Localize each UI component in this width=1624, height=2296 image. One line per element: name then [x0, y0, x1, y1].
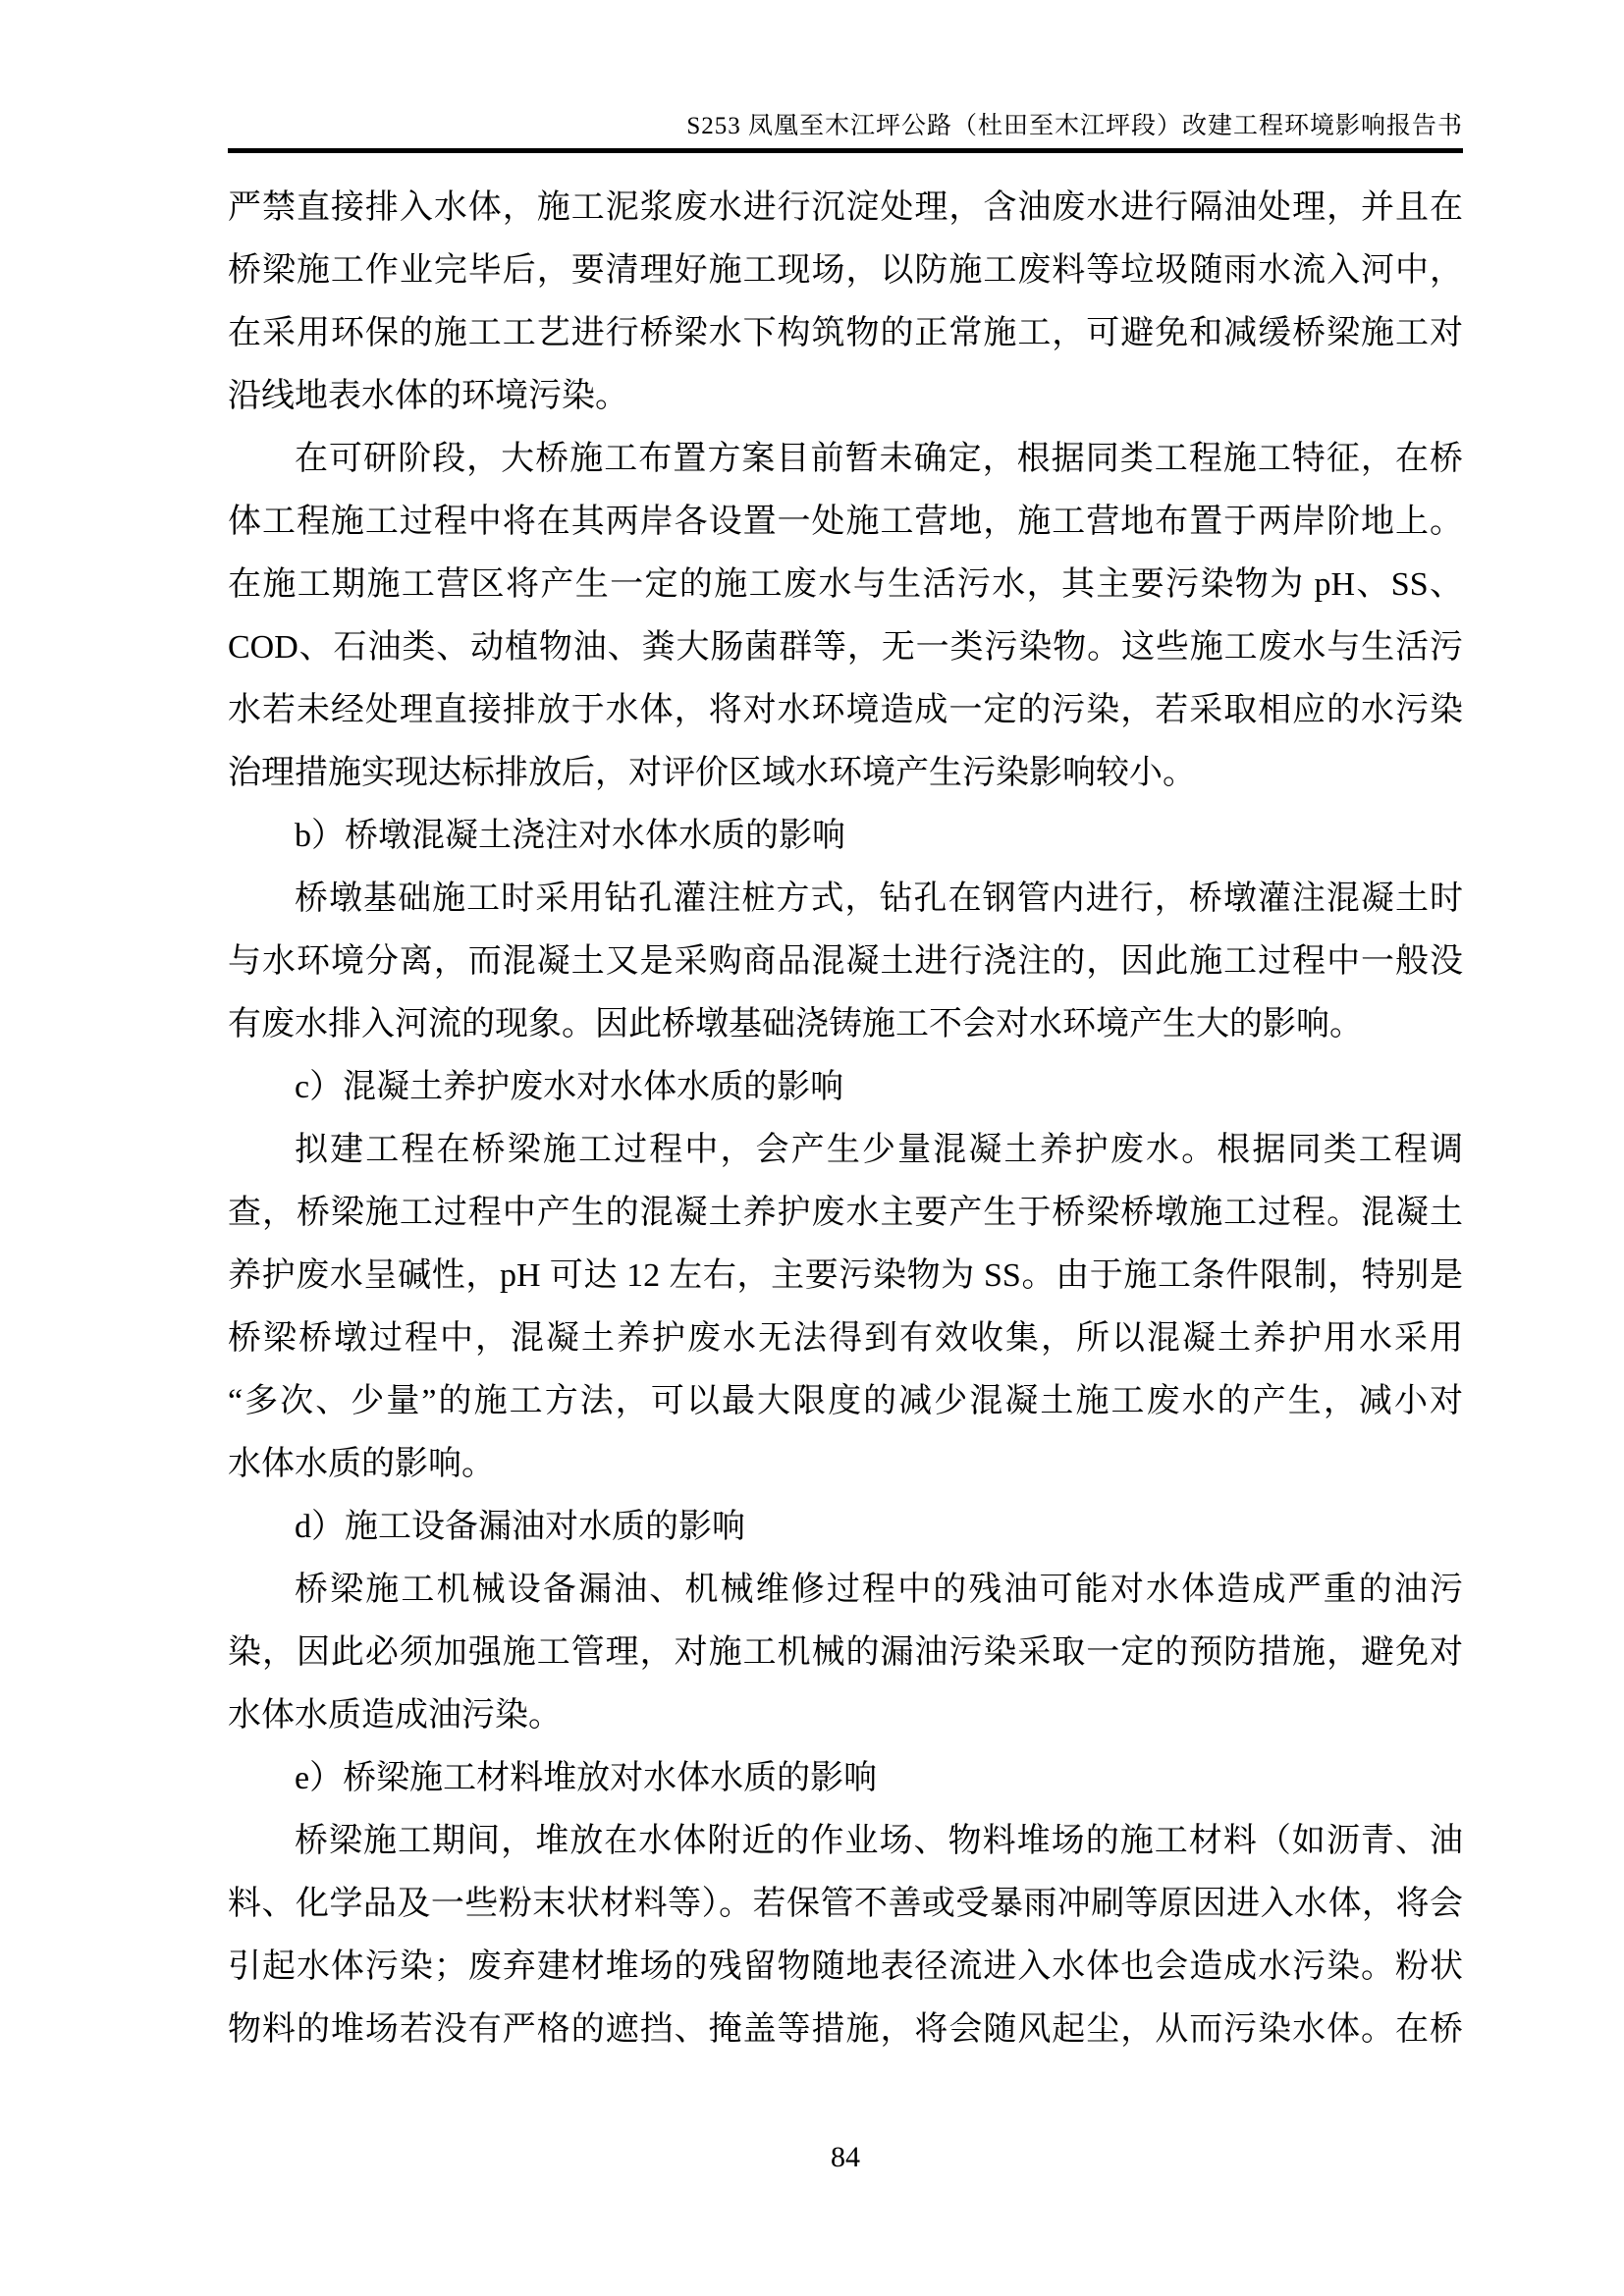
body-line: 染，因此必须加强施工管理，对施工机械的漏油污染采取一定的预防措施，避免对 [228, 1634, 1463, 1671]
body-line: 体工程施工过程中将在其两岸各设置一处施工营地，施工营地布置于两岸阶地上。 [228, 504, 1463, 540]
page-header [228, 0, 1463, 153]
page-footer [228, 2138, 1463, 2177]
body-line: 桥梁桥墩过程中，混凝土养护废水无法得到有效收集，所以混凝土养护用水采用 [228, 1320, 1463, 1357]
body-line: 水体水质造成油污染。 [228, 1697, 562, 1734]
section-heading-d [228, 1496, 1463, 1559]
body-line: 物料的堆场若没有严格的遮挡、掩盖等措施，将会随风起尘，从而污染水体。在桥 [228, 2011, 1463, 2048]
header-title: S253 凤凰至木江坪公路（杜田至木江坪段）改建工程环境影响报告书 [686, 113, 1463, 139]
section-heading-c [228, 1056, 1463, 1119]
body-line: 桥梁施工期间，堆放在水体附近的作业场、物料堆场的施工材料（如沥青、油 [295, 1823, 1463, 1859]
paragraph-5 [228, 1559, 1463, 1747]
header-rule [228, 148, 1463, 153]
body-line: 沿线地表水体的环境污染。 [228, 378, 628, 414]
page-number: 84 [831, 2141, 860, 2173]
document-body [228, 177, 1463, 2061]
body-line: 在施工期施工营区将产生一定的施工废水与生活污水，其主要污染物为 pH、SS、 [228, 566, 1463, 603]
body-line: 查，桥梁施工过程中产生的混凝土养护废水主要产生于桥梁桥墩施工过程。混凝土 [228, 1195, 1463, 1231]
body-line: COD、石油类、动植物油、粪大肠菌群等，无一类污染物。这些施工废水与生活污 [228, 629, 1463, 666]
heading-line: b）桥墩混凝土浇注对水体水质的影响 [295, 818, 845, 854]
heading-line: d）施工设备漏油对水质的影响 [295, 1509, 745, 1545]
paragraph-1 [228, 177, 1463, 428]
body-line: 桥梁施工作业完毕后，要清理好施工现场，以防施工废料等垃圾随雨水流入河中， [228, 252, 1463, 289]
paragraph-4 [228, 1119, 1463, 1496]
paragraph-3 [228, 868, 1463, 1056]
body-line: 桥梁施工机械设备漏油、机械维修过程中的残油可能对水体造成严重的油污 [295, 1572, 1463, 1608]
section-heading-b [228, 805, 1463, 868]
body-line: 严禁直接排入水体，施工泥浆废水进行沉淀处理，含油废水进行隔油处理，并且在 [228, 189, 1463, 226]
body-line: 水体水质的影响。 [228, 1446, 495, 1482]
body-line: 桥墩基础施工时采用钻孔灌注桩方式，钻孔在钢管内进行，桥墩灌注混凝土时 [295, 881, 1463, 917]
heading-line: e）桥梁施工材料堆放对水体水质的影响 [295, 1760, 878, 1796]
body-line: 拟建工程在桥梁施工过程中，会产生少量混凝土养护废水。根据同类工程调 [295, 1132, 1463, 1168]
body-line: 在可研阶段，大桥施工布置方案目前暂未确定，根据同类工程施工特征，在桥 [295, 441, 1463, 477]
body-line: “多次、少量”的施工方法，可以最大限度的减少混凝土施工废水的产生，减小对 [228, 1383, 1463, 1419]
body-line: 治理措施实现达标排放后，对评价区域水环境产生污染影响较小。 [228, 755, 1196, 791]
paragraph-2 [228, 428, 1463, 805]
body-line: 有废水排入河流的现象。因此桥墩基础浇铸施工不会对水环境产生大的影响。 [228, 1006, 1363, 1042]
paragraph-6 [228, 1810, 1463, 2061]
body-line: 与水环境分离，而混凝土又是采购商品混凝土进行浇注的，因此施工过程中一般没 [228, 943, 1463, 980]
heading-line: c）混凝土养护废水对水体水质的影响 [295, 1069, 844, 1105]
body-line: 水若未经处理直接排放于水体，将对水环境造成一定的污染，若采取相应的水污染 [228, 692, 1463, 728]
section-heading-e [228, 1747, 1463, 1810]
body-line: 引起水体污染；废弃建材堆场的残留物随地表径流进入水体也会造成水污染。粉状 [228, 1949, 1463, 1985]
body-line: 料、化学品及一些粉末状材料等）。若保管不善或受暴雨冲刷等原因进入水体，将会 [228, 1886, 1463, 1922]
body-line: 在采用环保的施工工艺进行桥梁水下构筑物的正常施工，可避免和减缓桥梁施工对 [228, 315, 1463, 351]
body-line: 养护废水呈碱性，pH 可达 12 左右，主要污染物为 SS。由于施工条件限制，特别是 [228, 1257, 1463, 1294]
